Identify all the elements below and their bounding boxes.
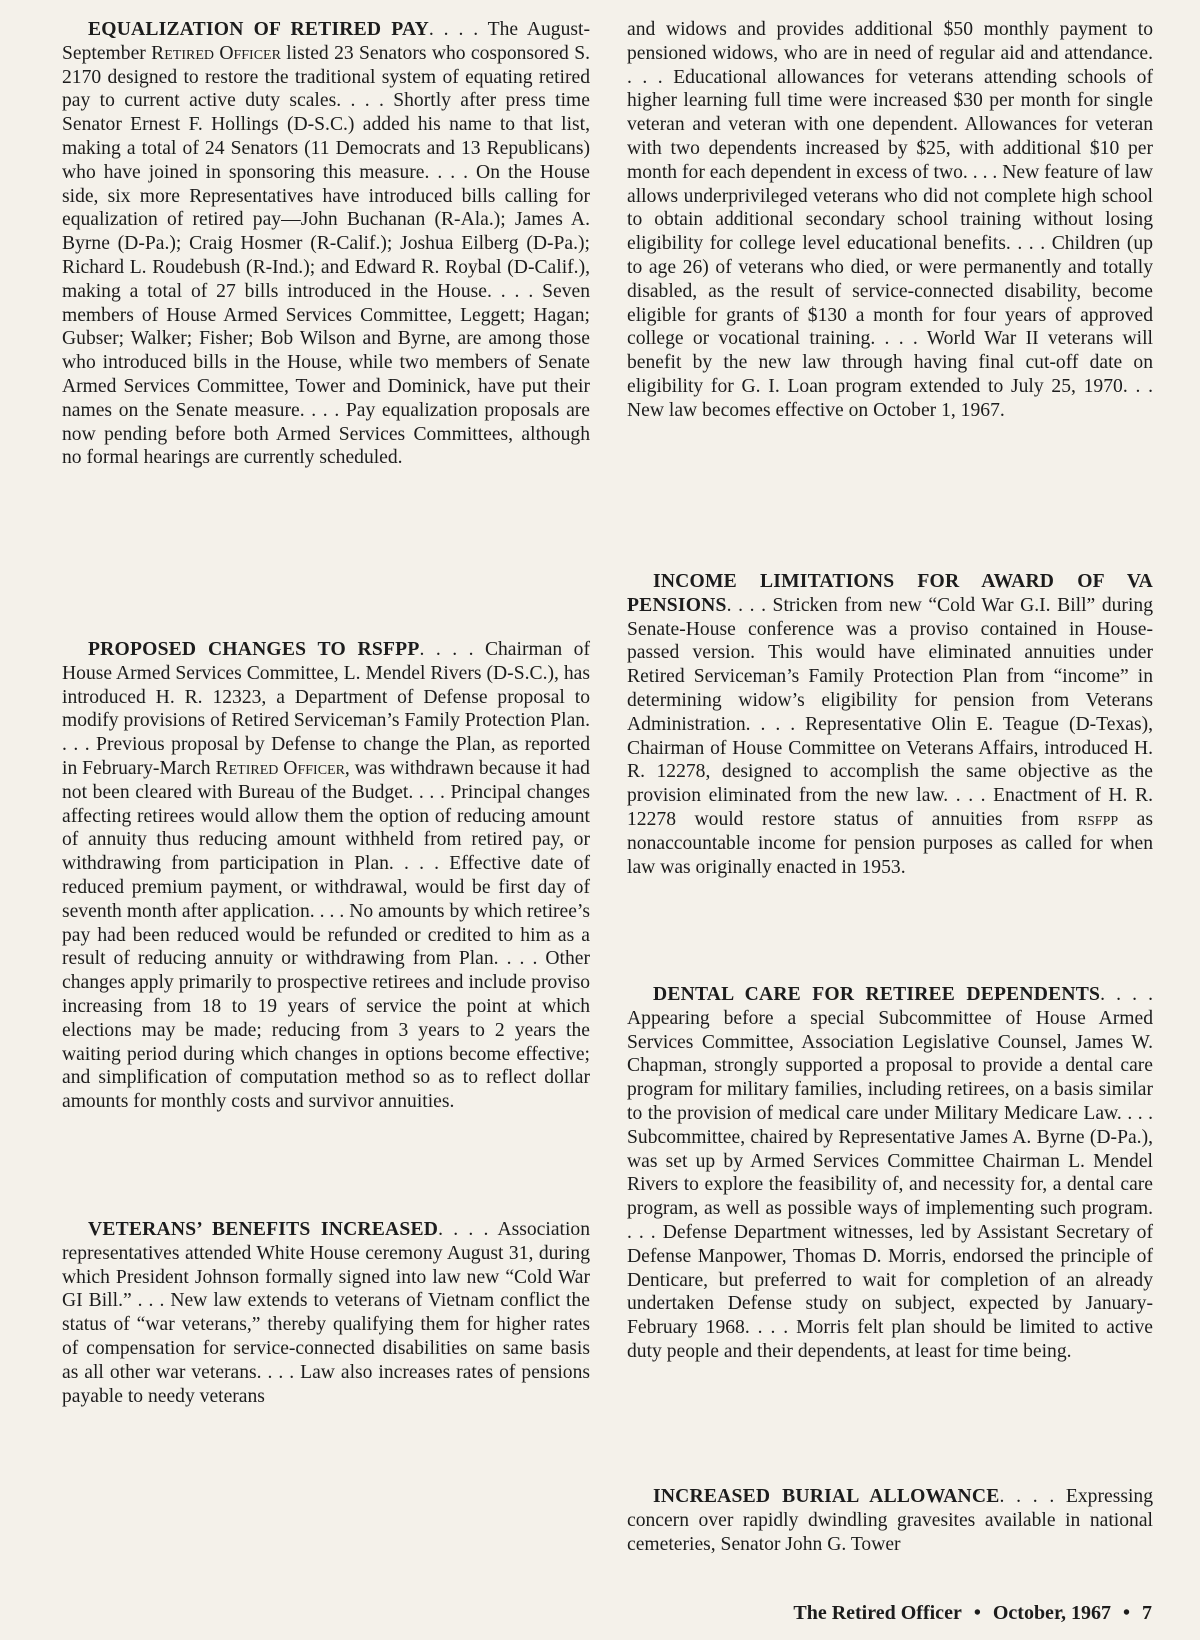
article-increased-burial-allowance	[627, 1485, 1153, 1556]
footer-separator: •	[973, 1602, 981, 1624]
footer-separator: •	[1122, 1602, 1130, 1624]
article-body	[627, 1485, 1153, 1556]
publication-name: Retired Officer	[215, 757, 345, 779]
article-veterans-benefits-increased	[62, 1218, 590, 1408]
article-equalization-of-retired-pay	[62, 18, 590, 470]
page-footer	[793, 1602, 1152, 1625]
article-body	[62, 638, 590, 1114]
footer-date: October, 1967	[992, 1602, 1111, 1624]
article-heading: PROPOSED CHANGES TO RSFPP	[88, 639, 420, 660]
article-income-limitations-va-pensions	[627, 570, 1153, 879]
publication-name: Retired Officer	[151, 42, 281, 64]
page-number: 7	[1142, 1602, 1152, 1624]
article-text: . . . . Expressing concern over rapidly dwindling gravesites available in national cemeteries, Senator John G. Tower	[627, 1486, 1153, 1555]
article-text: . . . . Stricken from new “Cold War G.I. Bill” during Senate-House conference was a proviso contained in House-passed version. This would have eliminated annuities under Retired Serviceman’s Family Protection Plan from “income” in determining widow’s eligibility for pension from Veterans Administration. . . . Representative Olin E. Teague (D-Texas), Chairman of House Committee on Veterans Affairs, introduced H. R. 12278, designed to accomplish the same objective as the provision eliminated from the new law. . . . Enactment of H. R. 12278 would restore status of annuities from	[627, 594, 1153, 830]
article-heading: VETERANS’ BENEFITS INCREASED	[88, 1219, 439, 1240]
article-dental-care-retiree-dependents	[627, 983, 1153, 1364]
abbreviation: rsfpp	[1077, 808, 1119, 830]
footer-publication: The Retired Officer	[793, 1602, 962, 1624]
article-text: . . . . Association representatives attended White House ceremony August 31, during which President Johnson formally signed into law new “Cold War GI Bill.” . . . New law extends to veterans of Vietnam conflict the status of “war veterans,” thereby qualifying them for higher rates of compensation for service-connected disabilities on same basis as all other war veterans. . . . Law also increases rates of pensions payable to needy veterans	[62, 1219, 590, 1407]
article-text: . . . . The August-September	[62, 19, 590, 64]
article-text: as nonaccountable income for pension purposes as called for when law was originally enacted in 1953.	[627, 808, 1153, 878]
article-text: . . . . Chairman of House Armed Services Committee, L. Mendel Rivers (D-S.C.), has introduced H. R. 12323, a Department of Defense proposal to modify provisions of Retired Serviceman’s Family Protection Plan. . . . Previous proposal by Defense to change the Plan, as reported in February-March	[62, 639, 590, 779]
article-text: listed 23 Senators who cosponsored S. 2170 designed to restore the traditional system of equating retired pay to current active duty scales. . . . Shortly after press time Senator Ernest F. Hollings (D-S.C.) added his name to that list, making a total of 24 Senators (11 Democrats and 13 Republicans) who have joined in sponsoring this measure. . . . On the House side, six more Representatives have introduced bills calling for equalization of retired pay—John Buchanan (R-Ala.); James A. Byrne (D-Pa.); Craig Hosmer (R-Calif.); Joshua Eilberg (D-Pa.); Richard L. Roudebush (R-Ind.); and Edward R. Roybal (D-Calif.), making a total of 27 bills introduced in the House. . . . Seven members of House Armed Services Committee, Leggett; Hagan; Gubser; Walker; Fisher; Bob Wilson and Byrne, are among those who introduced bills in the House, while two members of Senate Armed Services Committee, Tower and Dominick, have put their names on the Senate measure. . . . Pay equalization proposals are now pending before both Armed Services Committees, although no formal hearings are currently scheduled.	[62, 42, 590, 469]
article-text: , was withdrawn because it had not been cleared with Bureau of the Budget. . . . Principal changes affecting retirees would allow them the option of reducing amount of annuity thus reducing amount withheld from retired pay, or withdrawing from participation in Plan. . . . Effective date of reduced premium payment, or withdrawal, would be first day of seventh month after application. . . . No amounts by which retiree’s pay had been reduced would be refunded or credited to him as a result of reducing annuity or withdrawing from Plan. . . . Other changes apply primarily to prospective retirees and include proviso increasing from 18 to 19 years of service the point at which elections may be made; reducing from 3 years to 2 years the waiting period during which changes in options become effective; and simplification of computation method so as to reflect dollar amounts for monthly costs and survivor annuities.	[62, 757, 590, 1113]
article-body	[62, 1218, 590, 1408]
article-body	[627, 983, 1153, 1364]
article-text: . . . . Appearing before a special Subcommittee of House Armed Services Committee, Association Legislative Counsel, James W. Chapman, strongly supported a proposal to provide a dental care program for military families, including retirees, on a basis similar to the provision of medical care under Military Medicare Law. . . . Subcommittee, chaired by Representative James A. Byrne (D-Pa.), was set up by Armed Services Committee Chairman L. Mendel Rivers to explore the feasibility of, and necessity for, a dental care program, as well as possible ways of implementing such program. . . . Defense Department witnesses, led by Assistant Secretary of Defense Manpower, Thomas D. Morris, endorsed the principle of Denticare, but preferred to wait for completion of an already undertaken Defense study on subject, expected by January-February 1968. . . . Morris felt plan should be limited to active duty people and their dependents, at least for time being.	[627, 984, 1153, 1362]
article-heading: DENTAL CARE FOR RETIREE DEPENDENTS	[653, 984, 1101, 1005]
article-body: and widows and provides additional $50 monthly payment to pensioned widows, who are in need of regular aid and attendance. . . . Educational allowances for veterans attending schools of higher learning full time were increased $30 per month for single veteran and veteran with one dependent. Allowances for veteran with two dependents increased by $25, with additional $10 per month for each dependent in excess of two. . . . New feature of law allows underprivileged veterans who did not complete high school to obtain additional secondary school training without losing eligibility for college level educational benefits. . . . Children (up to age 26) of veterans who died, or were permanently and totally disabled, as the result of service-connected disability, become eligible for grants of $130 a month for four years of approved college or vocational training. . . . World War II veterans will benefit by the new law through having final cut-off date on eligibility for G. I. Loan program extended to July 25, 1970. . . New law becomes effective on October 1, 1967.	[627, 19, 1153, 421]
article-heading: EQUALIZATION OF RETIRED PAY	[88, 19, 429, 40]
article-heading: INCOME LIMITATIONS FOR AWARD OF VA PENSIONS	[627, 571, 1153, 616]
article-proposed-changes-to-rsfpp	[62, 638, 590, 1114]
article-body	[62, 18, 590, 470]
article-veterans-benefits-continued	[627, 18, 1153, 423]
article-heading: INCREASED BURIAL ALLOWANCE	[653, 1486, 1000, 1507]
article-body	[627, 570, 1153, 879]
